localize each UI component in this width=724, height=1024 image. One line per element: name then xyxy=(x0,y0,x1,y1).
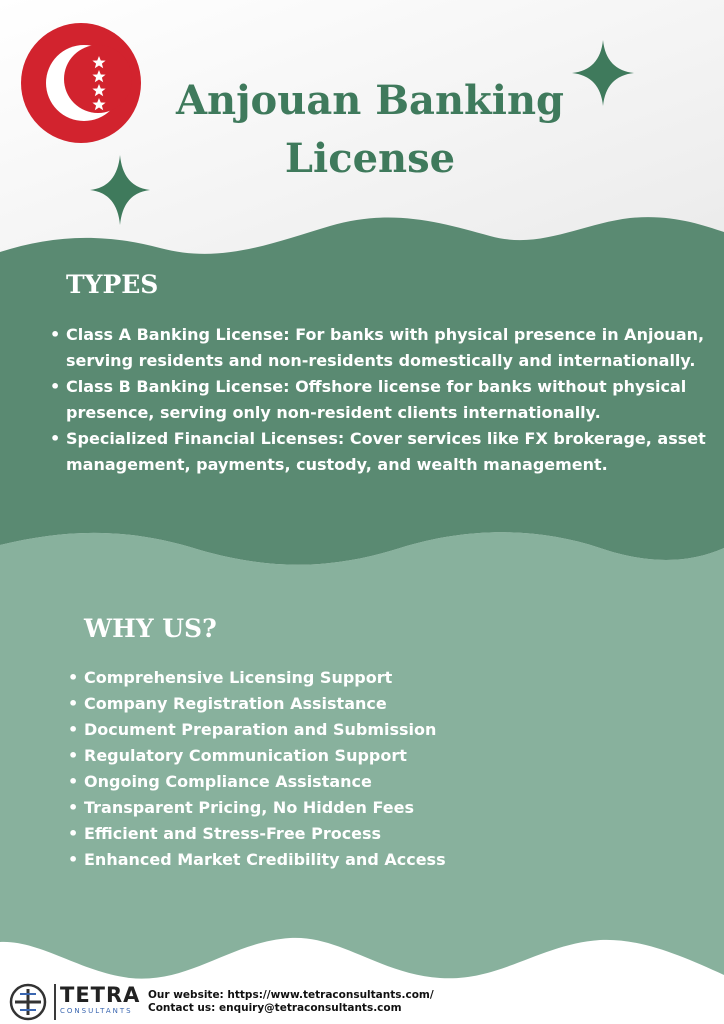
list-item: • Specialized Financial Licenses: Cover services like FX brokerage, asset management, payments, custody, and wealth management. xyxy=(50,426,714,478)
list-item: • Document Preparation and Submission xyxy=(68,717,688,743)
why-us-heading: WHY US? xyxy=(84,614,217,643)
page-title xyxy=(140,72,600,188)
contact-info xyxy=(148,989,434,1015)
website-link[interactable]: Our website: https://www.tetraconsultants.com/ xyxy=(148,989,434,1001)
list-item: • Regulatory Communication Support xyxy=(68,743,688,769)
tetra-logo-icon xyxy=(6,982,50,1022)
list-item: • Transparent Pricing, No Hidden Fees xyxy=(68,795,688,821)
title-line-2: License xyxy=(284,135,456,182)
list-item: • Company Registration Assistance xyxy=(68,691,688,717)
list-item: • Comprehensive Licensing Support xyxy=(68,665,688,691)
list-item: • Class A Banking License: For banks with physical presence in Anjouan, serving residents and non-residents domestically and internationally. xyxy=(50,322,714,374)
list-item: • Enhanced Market Credibility and Access xyxy=(68,847,688,873)
brand-name: TETRA xyxy=(60,983,141,1007)
contact-email[interactable]: Contact us: enquiry@tetraconsultants.com xyxy=(148,1002,402,1014)
why-us-list xyxy=(68,665,688,873)
types-list xyxy=(50,322,714,478)
list-item: • Efficient and Stress-Free Process xyxy=(68,821,688,847)
comoros-anjouan-flag-icon xyxy=(20,22,142,144)
list-item: • Class B Banking License: Offshore license for banks without physical presence, serving only non-resident clients internationally. xyxy=(50,374,714,426)
types-heading: TYPES xyxy=(66,270,159,299)
brand-subtitle: CONSULTANTS xyxy=(60,1007,133,1015)
brand-logo xyxy=(54,984,152,1020)
title-line-1: Anjouan Banking xyxy=(175,77,565,124)
list-item: • Ongoing Compliance Assistance xyxy=(68,769,688,795)
